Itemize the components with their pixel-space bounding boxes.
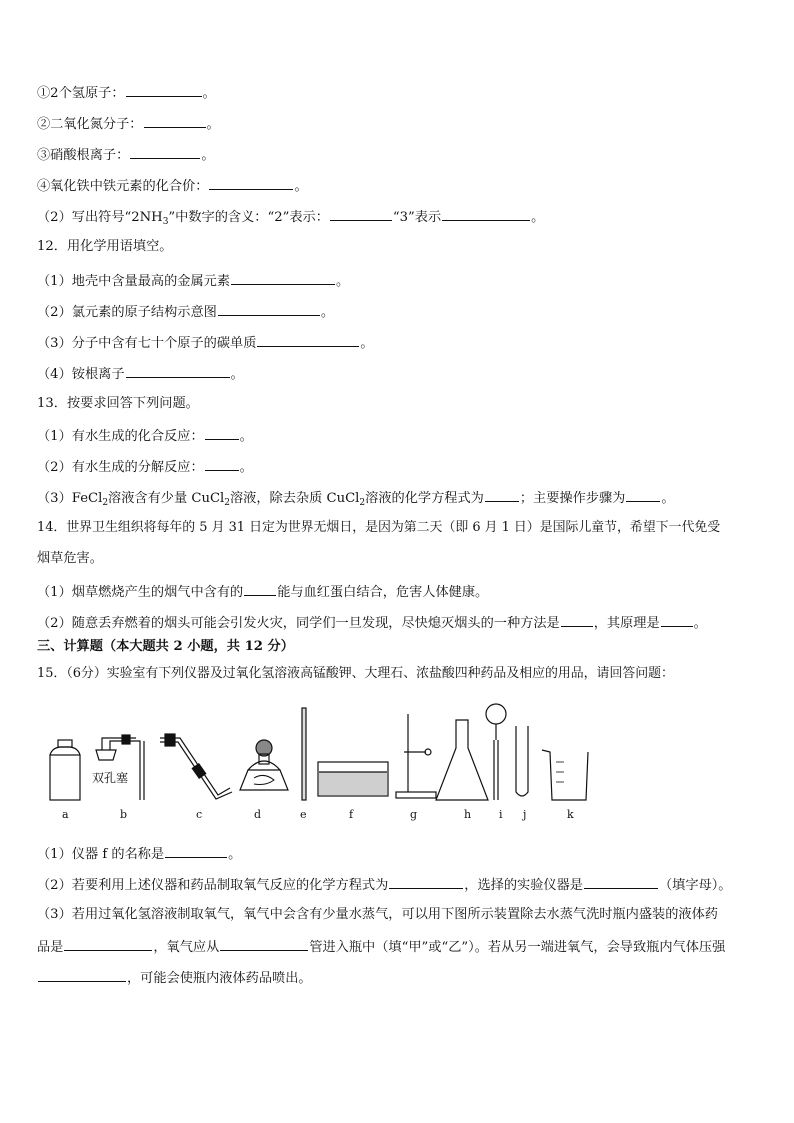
- item-text: 溶液的化学方程式为: [365, 491, 484, 506]
- item-text: ②二氧化氮分子：: [37, 117, 143, 132]
- subscript: 2: [224, 498, 230, 508]
- answer-blank[interactable]: [257, 333, 359, 347]
- answer-blank[interactable]: [330, 207, 392, 221]
- item-text: （2）随意丢弃燃着的烟头可能会引发火灾，同学们一旦发现，尽快熄灭烟头的一种方法是: [37, 616, 560, 631]
- label-i: i: [499, 808, 503, 821]
- answer-blank[interactable]: [205, 426, 239, 440]
- item-text: 溶液，除去杂质 CuCl: [230, 491, 360, 506]
- q12-title: [37, 238, 172, 256]
- answer-blank[interactable]: [661, 613, 693, 627]
- label-f: f: [349, 808, 354, 821]
- item-text: 能与血红蛋白结合，危害人体健康。: [277, 585, 489, 600]
- q12-item-2: [37, 302, 334, 322]
- two-hole-stopper-b: [96, 735, 144, 800]
- item-text: 品是: [37, 940, 64, 955]
- answer-blank[interactable]: [38, 968, 126, 982]
- q14-item-1: [37, 582, 488, 602]
- item-text: （1）烟草燃烧产生的烟气中含有的: [37, 585, 244, 600]
- label-b: b: [120, 808, 128, 821]
- answer-blank[interactable]: [626, 488, 660, 502]
- q15-title: [37, 665, 674, 683]
- item-text: ，可能会使瓶内液体药品喷出。: [127, 971, 312, 986]
- item-text: 管进入瓶中（填“甲”或“乙”）。若从另一端进氧气，会导致瓶内气体压强: [309, 940, 726, 955]
- answer-blank[interactable]: [389, 875, 463, 889]
- item-text: （2）有水生成的分解反应：: [37, 460, 204, 475]
- item-text: ④氧化铁中铁元素的化合价：: [37, 179, 209, 194]
- q13-title: [37, 395, 199, 413]
- item-text: （填字母）。: [658, 878, 732, 893]
- question-text: 15．（6分）实验室有下列仪器及过氧化氢溶液高锰酸钾、大理石、浓盐酸四种药品及相应的用品，请回答问题：: [37, 666, 674, 681]
- answer-blank[interactable]: [126, 83, 202, 97]
- q14-text-line-2: [37, 550, 103, 568]
- section-title: 三、计算题（本大题共 2 小题，共 12 分）: [37, 639, 294, 654]
- punct: 。: [693, 616, 707, 631]
- item-text: （2）若要利用上述仪器和药品制取氧气反应的化学方程式为: [37, 878, 389, 893]
- answer-blank[interactable]: [64, 937, 152, 951]
- punct: 。: [360, 336, 374, 351]
- label-j: j: [523, 808, 527, 821]
- answer-blank[interactable]: [244, 582, 276, 596]
- q15-item-1: [37, 844, 241, 864]
- item-text: 溶液含有少量 CuCl: [108, 491, 225, 506]
- item-text: ，其原理是: [593, 616, 660, 631]
- punct: 。: [201, 148, 215, 163]
- punct: 。: [202, 86, 216, 101]
- glass-rod-e: [302, 708, 306, 800]
- answer-blank[interactable]: [442, 207, 530, 221]
- subscript: 3: [162, 217, 169, 227]
- punct: 。: [230, 367, 244, 382]
- q13-item-1: [37, 426, 253, 446]
- label-d: d: [254, 808, 262, 821]
- label-e: e: [300, 808, 307, 821]
- answer-blank[interactable]: [218, 302, 320, 316]
- subscript: 2: [102, 498, 109, 508]
- punct: 。: [206, 117, 220, 132]
- answer-blank[interactable]: [485, 488, 519, 502]
- punct: 。: [661, 491, 675, 506]
- iron-stand-g: [396, 714, 436, 798]
- q14-text-line-1: [37, 519, 720, 537]
- q11-item-2: [37, 114, 220, 134]
- punct: 。: [320, 305, 335, 320]
- answer-blank[interactable]: [584, 875, 658, 889]
- question-text: 14．世界卫生组织将每年的 5 月 31 日定为世界无烟日，是因为第二天（即 6 月 1 日）是国际儿童节，希望下一代免受: [37, 520, 721, 535]
- q13-item-3: [37, 488, 675, 508]
- reagent-bottle-a: [50, 740, 80, 800]
- item-text: （1）有水生成的化合反应：: [37, 429, 204, 444]
- q12-item-3: [37, 333, 374, 353]
- q11-item-3: [37, 145, 215, 165]
- answer-blank[interactable]: [220, 937, 308, 951]
- test-tube-j: [516, 726, 528, 796]
- stopper-label: 双孔塞: [92, 771, 129, 785]
- punct: 。: [336, 274, 350, 289]
- bent-tube-c: [160, 734, 232, 799]
- q12-item-1: [37, 271, 349, 291]
- punct: 。: [294, 179, 308, 194]
- section-3-heading: [37, 638, 294, 656]
- answer-blank[interactable]: [126, 364, 230, 378]
- q15-item-2: [37, 875, 731, 895]
- item-text: ”中数字的含义：“2”表示：: [168, 210, 329, 225]
- answer-blank[interactable]: [130, 145, 200, 159]
- q15-item-3-line-3: [37, 968, 312, 988]
- q12-item-4: [37, 364, 244, 384]
- label-g: g: [410, 808, 418, 821]
- q13-item-2: [37, 457, 253, 477]
- beaker-k: [542, 750, 588, 800]
- item-text: （2）氯元素的原子结构示意图: [37, 305, 217, 320]
- question-text: 13．按要求回答下列问题。: [37, 396, 199, 411]
- item-text: ①2个氢原子：: [37, 86, 125, 101]
- punct: 。: [239, 429, 253, 444]
- item-text: （2）写出符号“2NH: [37, 210, 163, 225]
- label-h: h: [464, 808, 472, 821]
- item-text: （3）分子中含有七十个原子的碳单质: [37, 336, 257, 351]
- item-text: ，选择的实验仪器是: [464, 878, 583, 893]
- answer-blank[interactable]: [144, 114, 206, 128]
- label-a: a: [62, 808, 69, 821]
- item-text: “3”表示: [392, 210, 442, 225]
- conical-flask-h: [436, 720, 488, 800]
- subscript: 2: [359, 498, 366, 508]
- apparatus-labels: [62, 808, 574, 821]
- answer-blank[interactable]: [231, 271, 335, 285]
- water-trough-f: [318, 762, 388, 796]
- q14-item-2: [37, 613, 707, 633]
- answer-blank[interactable]: [209, 176, 293, 190]
- answer-blank[interactable]: [561, 613, 593, 627]
- punct: 。: [531, 210, 545, 225]
- item-text: ③硝酸根离子：: [37, 148, 130, 163]
- item-text: （1）仪器 f 的名称是: [37, 847, 165, 862]
- item-text: （1）地壳中含量最高的金属元素: [37, 274, 231, 289]
- item-text: （3）FeCl: [37, 491, 103, 506]
- punct: 。: [239, 460, 253, 475]
- question-text: 12．用化学用语填空。: [37, 239, 173, 254]
- alcohol-lamp-d: [240, 740, 288, 790]
- q15-item-3-line-2: [37, 937, 725, 957]
- answer-blank[interactable]: [165, 844, 227, 858]
- q11-item-4: [37, 176, 308, 196]
- item-text: ，氧气应从: [153, 940, 220, 955]
- label-c: c: [196, 808, 203, 821]
- question-text: 烟草危害。: [37, 551, 103, 566]
- lab-apparatus-figure: [40, 700, 600, 830]
- q11-item-1: [37, 83, 216, 103]
- item-text: （3）若用过氧化氢溶液制取氧气，氧气中会含有少量水蒸气，可以用下图所示装置除去水蒸气洗时瓶内盛装的液体药: [37, 907, 718, 922]
- punct: 。: [228, 847, 242, 862]
- item-text: ；主要操作步骤为: [519, 491, 626, 506]
- long-neck-funnel-i: [486, 704, 506, 800]
- q15-item-3-line-1: [37, 906, 718, 924]
- label-k: k: [567, 808, 574, 821]
- q11-part-2: [37, 207, 544, 227]
- item-text: （4）铵根离子: [37, 367, 125, 382]
- answer-blank[interactable]: [205, 457, 239, 471]
